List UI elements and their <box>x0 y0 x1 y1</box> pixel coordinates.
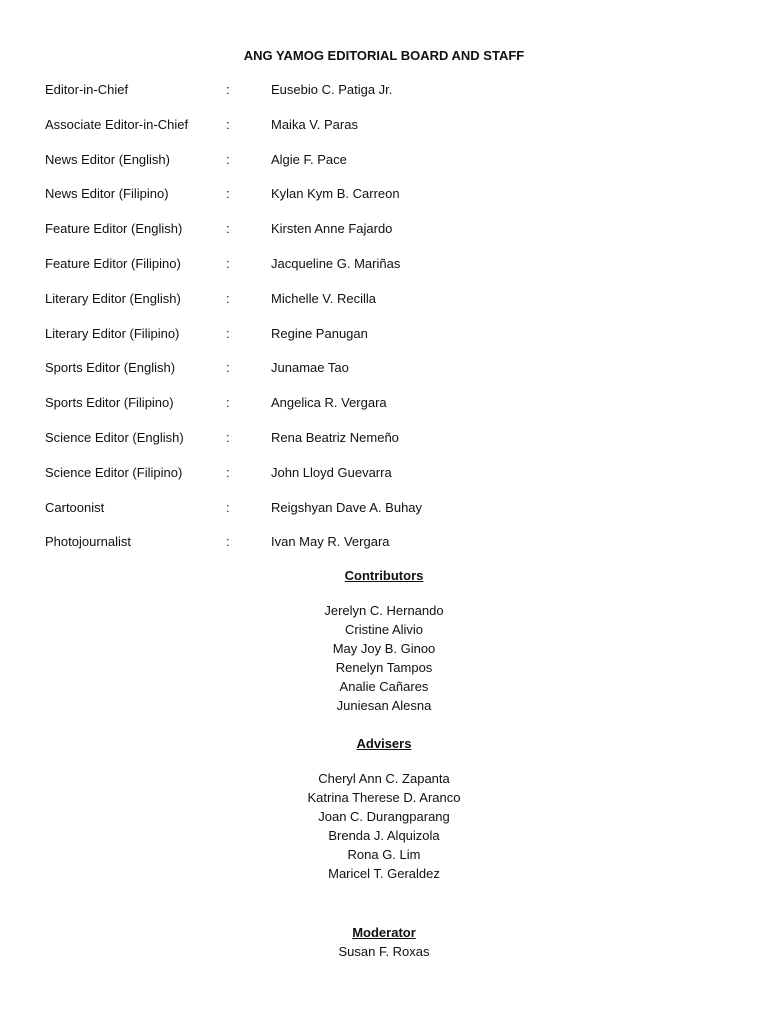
separator: : <box>226 186 230 202</box>
staff-row <box>0 326 768 361</box>
staff-role: Sports Editor (Filipino) <box>45 395 174 411</box>
separator: : <box>226 221 230 237</box>
staff-row <box>0 186 768 221</box>
staff-name: Rena Beatriz Nemeño <box>271 429 399 445</box>
separator: : <box>226 82 230 97</box>
staff-role: Feature Editor (English) <box>45 221 183 237</box>
staff-row <box>0 82 768 117</box>
staff-row <box>0 152 768 187</box>
staff-role: Associate Editor-in-Chief <box>45 116 189 132</box>
moderator-section <box>0 925 768 961</box>
contributor-name: Renelyn Tampos <box>335 660 433 675</box>
page-title: ANG YAMOG EDITORIAL BOARD AND STAFF <box>243 48 525 63</box>
staff-name: Kylan Kym B. Carreon <box>271 186 400 202</box>
contributor-name: Analie Cañares <box>339 679 429 694</box>
separator: : <box>226 360 230 376</box>
contributor-name: Jerelyn C. Hernando <box>324 603 444 618</box>
staff-name: Ivan May R. Vergara <box>271 534 390 550</box>
moderator-heading: Moderator <box>352 925 416 940</box>
adviser-name: Katrina Therese D. Aranco <box>307 790 461 805</box>
staff-row <box>0 465 768 500</box>
separator: : <box>226 395 230 411</box>
staff-role: Feature Editor (Filipino) <box>45 255 181 271</box>
staff-role: Science Editor (Filipino) <box>45 464 183 480</box>
staff-role: Literary Editor (English) <box>45 290 181 306</box>
contributors-heading: Contributors <box>344 568 424 583</box>
separator: : <box>226 499 230 515</box>
staff-row <box>0 430 768 465</box>
staff-row <box>0 256 768 291</box>
moderator-name: Susan F. Roxas <box>338 944 430 959</box>
staff-name: Jacqueline G. Mariñas <box>271 255 401 271</box>
staff-name: Regine Panugan <box>271 325 368 341</box>
staff-name: Maika V. Paras <box>271 116 358 132</box>
staff-role: Photojournalist <box>45 534 131 550</box>
staff-name: Eusebio C. Patiga Jr. <box>271 82 393 97</box>
contributor-name: Cristine Alivio <box>344 622 424 637</box>
advisers-section <box>0 736 768 883</box>
staff-role: News Editor (Filipino) <box>45 186 169 202</box>
contributors-section <box>0 568 768 715</box>
staff-name: Angelica R. Vergara <box>271 395 387 411</box>
staff-row <box>0 291 768 326</box>
separator: : <box>226 464 230 480</box>
staff-role: Science Editor (English) <box>45 429 184 445</box>
separator: : <box>226 116 230 132</box>
staff-name: Algie F. Pace <box>271 151 347 167</box>
staff-row <box>0 221 768 256</box>
staff-role: News Editor (English) <box>45 151 170 167</box>
staff-role: Literary Editor (Filipino) <box>45 325 180 341</box>
staff-name: John Lloyd Guevarra <box>271 464 392 480</box>
staff-row <box>0 395 768 430</box>
separator: : <box>226 290 230 306</box>
advisers-heading: Advisers <box>356 736 412 751</box>
contributor-name: May Joy B. Ginoo <box>332 641 436 656</box>
adviser-name: Brenda J. Alquizola <box>328 828 440 843</box>
staff-role: Editor-in-Chief <box>45 82 129 97</box>
staff-name: Kirsten Anne Fajardo <box>271 221 393 237</box>
staff-row <box>0 534 768 569</box>
separator: : <box>226 255 230 271</box>
adviser-name: Rona G. Lim <box>347 847 421 862</box>
staff-name: Michelle V. Recilla <box>271 290 377 306</box>
separator: : <box>226 534 230 550</box>
staff-list <box>0 82 768 569</box>
staff-row <box>0 500 768 535</box>
adviser-name: Maricel T. Geraldez <box>328 866 440 881</box>
staff-name: Junamae Tao <box>271 360 349 376</box>
staff-row <box>0 117 768 152</box>
staff-role: Cartoonist <box>45 499 105 515</box>
separator: : <box>226 151 230 167</box>
staff-name: Reigshyan Dave A. Buhay <box>271 499 423 515</box>
separator: : <box>226 325 230 341</box>
separator: : <box>226 429 230 445</box>
staff-row <box>0 360 768 395</box>
adviser-name: Joan C. Durangparang <box>318 809 450 824</box>
contributor-name: Juniesan Alesna <box>336 698 432 713</box>
adviser-name: Cheryl Ann C. Zapanta <box>318 771 450 786</box>
staff-role: Sports Editor (English) <box>45 360 176 376</box>
